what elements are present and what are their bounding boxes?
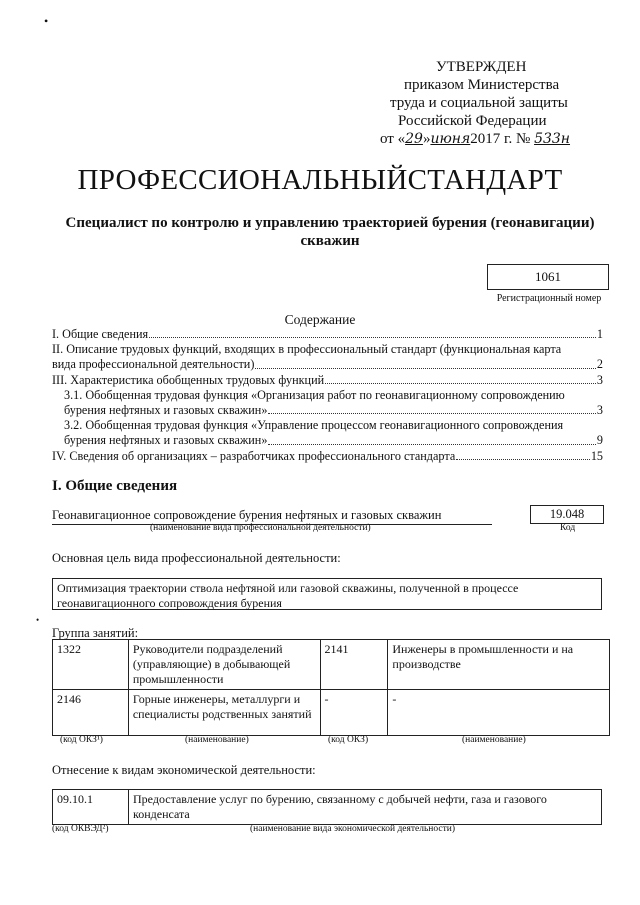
toc-item[interactable] (52, 342, 603, 372)
order-number: 533н (534, 131, 571, 147)
date-prefix: от « (380, 131, 406, 147)
column-caption: (наименование) (185, 735, 249, 745)
toc-item[interactable] (52, 373, 603, 388)
document-subtitle: Специалист по контролю и управлению траекторией бурения (геонавигации) скважин (65, 215, 595, 249)
okz-code: - (320, 690, 388, 736)
approval-date (380, 130, 620, 148)
activity-caption: (наименование вида профессиональной деятельности) (150, 523, 371, 533)
toc-page: 15 (590, 448, 603, 463)
toc-item-text: II. Описание трудовых функций, входящих в профессиональный стандарт (функциональная карта (52, 342, 562, 357)
table-row (53, 640, 610, 690)
okz-name: Инженеры в промышленности и на производстве (388, 640, 610, 690)
toc-page: 2 (596, 357, 603, 372)
toc-leader (149, 337, 596, 338)
column-caption: (наименование вида экономической деятельности) (250, 824, 455, 834)
okz-name: Горные инженеры, металлурги и специалисты родственных занятий (128, 690, 320, 736)
section-heading: I. Общие сведения (52, 478, 178, 494)
oked-label: Отнесение к видам экономической деятельности: (52, 763, 316, 777)
column-caption: (код ОКЗ) (328, 735, 369, 745)
approval-line: Российской Федерации (398, 113, 547, 129)
okz-name: - (388, 690, 610, 736)
toc-item-text: 3.2. Обобщенная трудовая функция «Управление процессом геонавигационного сопровождения (64, 418, 564, 433)
toc-heading: Содержание (284, 312, 356, 327)
toc-item[interactable] (52, 418, 603, 448)
column-caption: (наименование) (462, 735, 526, 745)
toc-leader (268, 413, 595, 414)
toc-item[interactable] (52, 449, 603, 464)
date-year: 2017 г. № (470, 131, 531, 147)
approval-line: приказом Министерства (404, 77, 560, 93)
table-of-contents (52, 327, 603, 464)
toc-item-text: III. Характеристика обобщенных трудовых функций (52, 372, 325, 387)
column-caption: (код ОКЗ¹) (60, 735, 103, 745)
occupation-table (52, 639, 610, 736)
document-title: ПРОФЕССИОНАЛЬНЫЙСТАНДАРТ (77, 164, 563, 196)
table-row (53, 790, 602, 825)
toc-page: 1 (596, 327, 603, 341)
okz-code: 2141 (320, 640, 388, 690)
toc-item[interactable] (52, 327, 603, 342)
goal-label: Основная цель вида профессиональной деятельности: (52, 551, 341, 565)
date-month: июня (430, 131, 471, 147)
code-caption: Код (560, 523, 576, 533)
activity-code: 19.048 (530, 505, 604, 524)
scan-mark: • (36, 615, 40, 625)
toc-leader (456, 459, 590, 460)
goal-box: Оптимизация траектории ствола нефтяной или газовой скважины, полученной в процессе геонавигационного сопровождения бурения (52, 578, 602, 610)
approval-line: труда и социальной защиты (390, 95, 568, 111)
approval-block (380, 58, 620, 148)
toc-page: 3 (596, 403, 603, 418)
toc-item-text-cont: вида профессиональной деятельности) (52, 357, 255, 372)
toc-page: 3 (596, 372, 603, 387)
toc-item-text-cont: бурения нефтяных и газовых скважин» (64, 403, 268, 418)
oked-code: 09.10.1 (53, 790, 129, 825)
toc-item-text: IV. Сведения об организациях – разработчиках профессионального стандарта (52, 448, 456, 463)
okz-code: 2146 (53, 690, 129, 736)
toc-item-text: 3.1. Обобщенная трудовая функция «Организация работ по геонавигационному сопровождению (64, 387, 565, 402)
oked-table (52, 789, 602, 825)
registration-number: 1061 (487, 264, 609, 290)
date-day: 29 (405, 131, 423, 147)
toc-leader (268, 444, 595, 445)
group-label: Группа занятий: (52, 626, 139, 640)
column-caption: (код ОКВЭД²) (52, 824, 109, 834)
approval-heading: УТВЕРЖДЕН (436, 59, 527, 75)
date-sep: » (422, 131, 431, 147)
table-row (53, 690, 610, 736)
toc-item-text: I. Общие сведения (52, 327, 149, 341)
oked-name: Предоставление услуг по бурению, связанному с добычей нефти, газа и газового конденсата (129, 790, 602, 825)
activity-name: Геонавигационное сопровождение бурения нефтяных и газовых скважин (52, 508, 492, 525)
scan-mark: • (44, 14, 49, 28)
okz-name: Руководители подразделений (управляющие) в добывающей промышленности (128, 640, 320, 690)
okz-code: 1322 (53, 640, 129, 690)
registration-label: Регистрационный номер (496, 293, 602, 304)
toc-leader (325, 383, 596, 384)
toc-item[interactable] (52, 388, 603, 418)
toc-item-text-cont: бурения нефтяных и газовых скважин» (64, 433, 268, 448)
toc-page: 9 (596, 433, 603, 448)
toc-leader (255, 368, 596, 369)
